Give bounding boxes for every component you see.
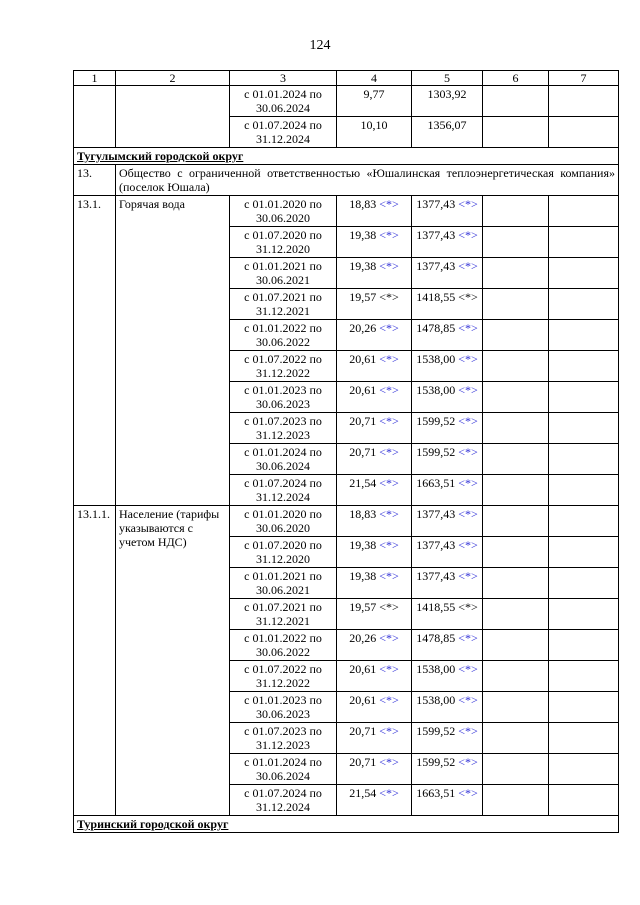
org-row — [74, 165, 619, 196]
empty-cell — [483, 444, 549, 475]
value-cell-5 — [412, 692, 483, 723]
value-text: 1377,43 — [416, 569, 456, 583]
asterisk-mark: <*> — [379, 507, 399, 521]
asterisk-mark: <*> — [458, 414, 478, 428]
asterisk-mark: <*> — [458, 259, 478, 273]
tariff-table — [73, 70, 619, 833]
empty-cell — [549, 289, 619, 320]
value-text: 1663,51 — [416, 786, 456, 800]
header-row — [74, 71, 619, 86]
value-cell-4 — [337, 444, 412, 475]
value-text: 1377,43 — [416, 197, 456, 211]
value-cell-4 — [337, 289, 412, 320]
empty-cell — [549, 258, 619, 289]
value-text: 18,83 — [349, 507, 377, 521]
period-cell: с 01.07.2023 по 31.12.2023 — [230, 723, 337, 754]
empty-cell — [483, 723, 549, 754]
header-cell: 6 — [483, 71, 549, 86]
asterisk-mark: <*> — [379, 724, 399, 738]
period-cell: с 01.01.2024 по 30.06.2024 — [230, 444, 337, 475]
asterisk-mark: <*> — [379, 476, 399, 490]
value-text: 20,61 — [349, 693, 377, 707]
value-cell-5 — [412, 196, 483, 227]
asterisk-mark: <*> — [379, 290, 399, 304]
value-text: 1478,85 — [416, 631, 456, 645]
asterisk-mark: <*> — [458, 662, 478, 676]
empty-cell — [549, 413, 619, 444]
empty-cell — [483, 351, 549, 382]
value-text: 1538,00 — [416, 662, 456, 676]
value-text: 1377,43 — [416, 228, 456, 242]
empty-cell — [549, 444, 619, 475]
period-cell: с 01.07.2022 по 31.12.2022 — [230, 661, 337, 692]
empty-cell — [549, 227, 619, 258]
period-cell: с 01.07.2021 по 31.12.2021 — [230, 599, 337, 630]
value-cell-5 — [412, 723, 483, 754]
value-cell-5 — [412, 227, 483, 258]
header-cell: 1 — [74, 71, 116, 86]
period-cell: с 01.07.2024 по 31.12.2024 — [230, 475, 337, 506]
asterisk-mark: <*> — [379, 600, 399, 614]
value-text: 1538,00 — [416, 383, 456, 397]
section-row — [74, 148, 619, 165]
asterisk-mark: <*> — [458, 693, 478, 707]
empty-cell — [483, 196, 549, 227]
value-text: 20,71 — [349, 724, 377, 738]
period-cell: с 01.07.2021 по 31.12.2021 — [230, 289, 337, 320]
empty-cell — [549, 723, 619, 754]
period-cell: с 01.07.2024 по 31.12.2024 — [230, 785, 337, 816]
value-cell-4 — [337, 258, 412, 289]
empty-cell — [483, 506, 549, 537]
asterisk-mark: <*> — [379, 383, 399, 397]
header-cell: 2 — [116, 71, 230, 86]
empty-cell — [74, 86, 116, 148]
value-cell-5 — [412, 444, 483, 475]
asterisk-mark: <*> — [379, 259, 399, 273]
value-text: 20,71 — [349, 414, 377, 428]
value-cell-5 — [412, 413, 483, 444]
empty-cell — [483, 537, 549, 568]
value-text: 1478,85 — [416, 321, 456, 335]
value-cell-5 — [412, 258, 483, 289]
empty-cell — [549, 320, 619, 351]
period-cell: с 01.07.2020 по 31.12.2020 — [230, 537, 337, 568]
value-text: 19,57 — [349, 290, 377, 304]
value-text: 21,54 — [349, 786, 377, 800]
asterisk-mark: <*> — [379, 693, 399, 707]
value-text: 1599,52 — [416, 724, 456, 738]
value-cell-5 — [412, 599, 483, 630]
empty-cell — [549, 692, 619, 723]
empty-cell — [549, 196, 619, 227]
empty-cell — [483, 86, 549, 117]
table-row — [74, 86, 619, 117]
empty-cell — [483, 117, 549, 148]
asterisk-mark: <*> — [458, 755, 478, 769]
value-text: 19,57 — [349, 600, 377, 614]
value-text: 20,26 — [349, 321, 377, 335]
period-cell: с 01.01.2022 по 30.06.2022 — [230, 320, 337, 351]
value-cell-5 — [412, 568, 483, 599]
asterisk-mark: <*> — [379, 569, 399, 583]
value-text: 19,38 — [349, 228, 377, 242]
value-cell-4 — [337, 351, 412, 382]
period-cell: с 01.07.2024 по 31.12.2024 — [230, 117, 337, 148]
table-row — [74, 196, 619, 227]
value-cell-5 — [412, 630, 483, 661]
value-text: 1377,43 — [416, 538, 456, 552]
value-cell-5: 1356,07 — [412, 117, 483, 148]
value-cell-4 — [337, 413, 412, 444]
value-cell-4 — [337, 568, 412, 599]
value-cell-5 — [412, 351, 483, 382]
item-number: 13.1. — [74, 196, 116, 506]
period-cell: с 01.01.2024 по 30.06.2024 — [230, 86, 337, 117]
value-text: 1663,51 — [416, 476, 456, 490]
asterisk-mark: <*> — [458, 290, 478, 304]
empty-cell — [549, 630, 619, 661]
asterisk-mark: <*> — [379, 197, 399, 211]
empty-cell — [483, 692, 549, 723]
empty-cell — [483, 289, 549, 320]
period-cell: с 01.01.2022 по 30.06.2022 — [230, 630, 337, 661]
empty-cell — [483, 382, 549, 413]
asterisk-mark: <*> — [458, 724, 478, 738]
value-cell-4: 10,10 — [337, 117, 412, 148]
empty-cell — [549, 86, 619, 117]
empty-cell — [483, 599, 549, 630]
period-cell: с 01.01.2020 по 30.06.2020 — [230, 506, 337, 537]
asterisk-mark: <*> — [458, 600, 478, 614]
value-text: 19,38 — [349, 259, 377, 273]
empty-cell — [116, 86, 230, 148]
value-text: 1538,00 — [416, 352, 456, 366]
header-cell: 7 — [549, 71, 619, 86]
value-text: 1599,52 — [416, 755, 456, 769]
value-text: 20,71 — [349, 445, 377, 459]
value-cell-4 — [337, 785, 412, 816]
period-cell: с 01.07.2022 по 31.12.2022 — [230, 351, 337, 382]
value-text: 1599,52 — [416, 445, 456, 459]
section-row — [74, 816, 619, 833]
value-text: 1418,55 — [416, 290, 456, 304]
asterisk-mark: <*> — [458, 507, 478, 521]
header-cell: 3 — [230, 71, 337, 86]
value-cell-5 — [412, 754, 483, 785]
value-cell-4 — [337, 661, 412, 692]
value-cell-4 — [337, 754, 412, 785]
value-cell-4: 9,77 — [337, 86, 412, 117]
asterisk-mark: <*> — [458, 538, 478, 552]
asterisk-mark: <*> — [379, 445, 399, 459]
period-cell: с 01.01.2021 по 30.06.2021 — [230, 258, 337, 289]
org-number: 13. — [74, 165, 116, 196]
asterisk-mark: <*> — [379, 631, 399, 645]
org-name: Общество с ограниченной ответственностью «Юшалинская теплоэнергетическая компания» (поселок Юшала) — [116, 165, 619, 196]
value-cell-5 — [412, 475, 483, 506]
value-text: 21,54 — [349, 476, 377, 490]
value-text: 18,83 — [349, 197, 377, 211]
value-cell-5 — [412, 785, 483, 816]
value-cell-4 — [337, 599, 412, 630]
asterisk-mark: <*> — [458, 228, 478, 242]
period-cell: с 01.01.2024 по 30.06.2024 — [230, 754, 337, 785]
value-cell-5 — [412, 537, 483, 568]
empty-cell — [549, 382, 619, 413]
item-label: Население (тарифы указываются с учетом НДС) — [116, 506, 230, 816]
empty-cell — [483, 630, 549, 661]
value-cell-5 — [412, 661, 483, 692]
value-text: 20,61 — [349, 352, 377, 366]
value-text: 20,71 — [349, 755, 377, 769]
section-title: Тугулымский городской округ — [74, 148, 619, 165]
table-row — [74, 506, 619, 537]
period-cell: с 01.07.2020 по 31.12.2020 — [230, 227, 337, 258]
empty-cell — [483, 661, 549, 692]
value-cell-4 — [337, 320, 412, 351]
asterisk-mark: <*> — [458, 383, 478, 397]
asterisk-mark: <*> — [458, 631, 478, 645]
page-number: 124 — [309, 38, 331, 53]
empty-cell — [549, 785, 619, 816]
value-text: 1418,55 — [416, 600, 456, 614]
empty-cell — [483, 568, 549, 599]
value-text: 20,26 — [349, 631, 377, 645]
value-text: 20,61 — [349, 662, 377, 676]
table-body — [74, 71, 619, 833]
empty-cell — [549, 117, 619, 148]
empty-cell — [483, 785, 549, 816]
value-cell-4 — [337, 692, 412, 723]
period-cell: с 01.01.2023 по 30.06.2023 — [230, 382, 337, 413]
asterisk-mark: <*> — [379, 786, 399, 800]
empty-cell — [549, 599, 619, 630]
header-cell: 5 — [412, 71, 483, 86]
value-cell-4 — [337, 506, 412, 537]
value-text: 19,38 — [349, 569, 377, 583]
asterisk-mark: <*> — [458, 321, 478, 335]
empty-cell — [549, 754, 619, 785]
item-label: Горячая вода — [116, 196, 230, 506]
asterisk-mark: <*> — [458, 786, 478, 800]
asterisk-mark: <*> — [379, 755, 399, 769]
empty-cell — [549, 568, 619, 599]
empty-cell — [483, 258, 549, 289]
value-cell-4 — [337, 475, 412, 506]
empty-cell — [549, 475, 619, 506]
value-text: 1377,43 — [416, 259, 456, 273]
value-text: 1377,43 — [416, 507, 456, 521]
asterisk-mark: <*> — [379, 228, 399, 242]
value-cell-4 — [337, 723, 412, 754]
value-text: 20,61 — [349, 383, 377, 397]
asterisk-mark: <*> — [458, 352, 478, 366]
value-cell-5 — [412, 289, 483, 320]
empty-cell — [549, 351, 619, 382]
value-cell-4 — [337, 382, 412, 413]
value-cell-5 — [412, 506, 483, 537]
period-cell: с 01.07.2023 по 31.12.2023 — [230, 413, 337, 444]
section-title: Туринский городской округ — [74, 816, 619, 833]
asterisk-mark: <*> — [458, 476, 478, 490]
asterisk-mark: <*> — [379, 352, 399, 366]
value-cell-5 — [412, 382, 483, 413]
empty-cell — [549, 537, 619, 568]
empty-cell — [483, 754, 549, 785]
empty-cell — [549, 506, 619, 537]
value-cell-4 — [337, 227, 412, 258]
asterisk-mark: <*> — [379, 538, 399, 552]
period-cell: с 01.01.2020 по 30.06.2020 — [230, 196, 337, 227]
header-cell: 4 — [337, 71, 412, 86]
item-number: 13.1.1. — [74, 506, 116, 816]
empty-cell — [483, 320, 549, 351]
value-text: 1538,00 — [416, 693, 456, 707]
value-cell-5: 1303,92 — [412, 86, 483, 117]
empty-cell — [549, 661, 619, 692]
asterisk-mark: <*> — [379, 321, 399, 335]
period-cell: с 01.01.2023 по 30.06.2023 — [230, 692, 337, 723]
value-cell-4 — [337, 196, 412, 227]
period-cell: с 01.01.2021 по 30.06.2021 — [230, 568, 337, 599]
value-cell-5 — [412, 320, 483, 351]
empty-cell — [483, 413, 549, 444]
value-cell-4 — [337, 630, 412, 661]
value-text: 1599,52 — [416, 414, 456, 428]
value-text: 19,38 — [349, 538, 377, 552]
empty-cell — [483, 475, 549, 506]
empty-cell — [483, 227, 549, 258]
asterisk-mark: <*> — [458, 197, 478, 211]
value-cell-4 — [337, 537, 412, 568]
asterisk-mark: <*> — [458, 445, 478, 459]
asterisk-mark: <*> — [379, 662, 399, 676]
asterisk-mark: <*> — [458, 569, 478, 583]
asterisk-mark: <*> — [379, 414, 399, 428]
